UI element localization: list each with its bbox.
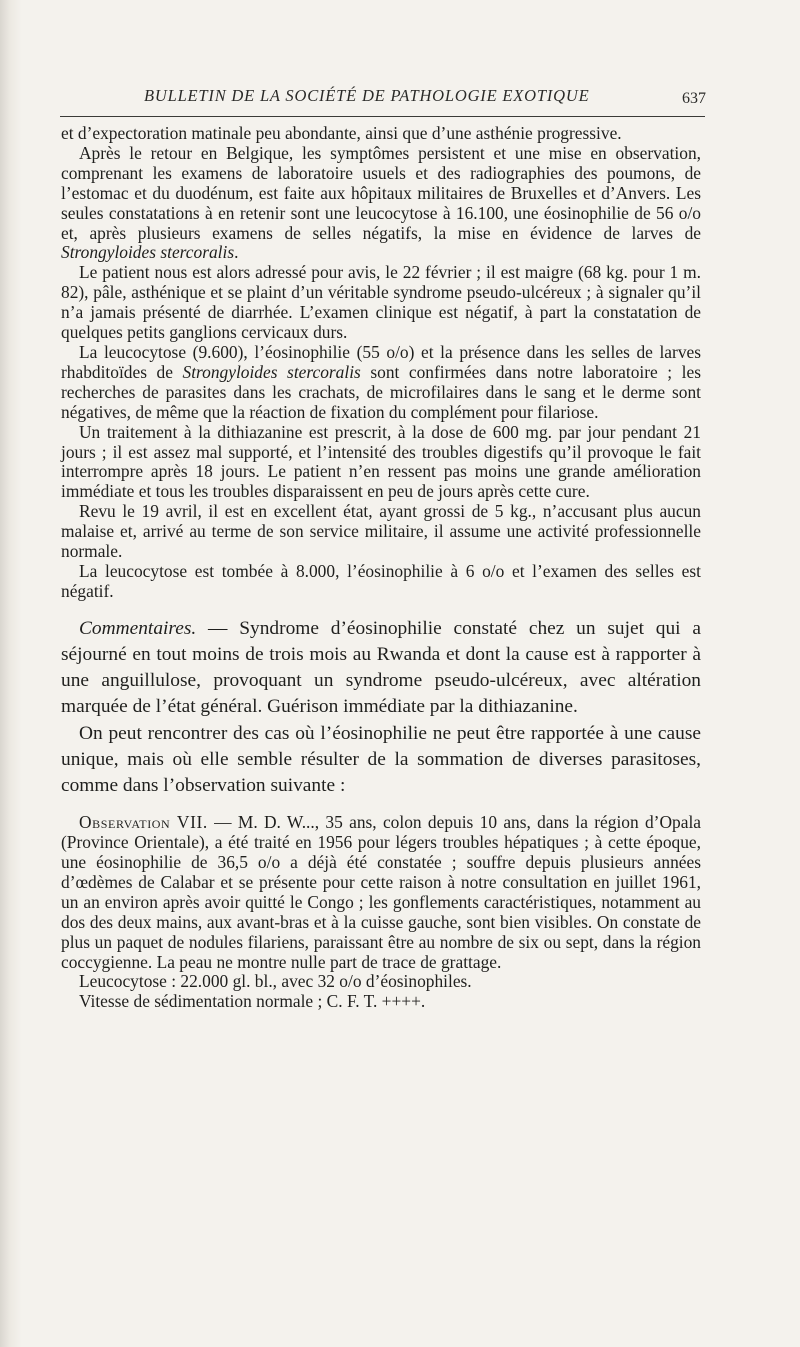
page-number: 637 [682, 90, 706, 107]
observation-heading: Observation VII. [79, 812, 208, 833]
paragraph-2 [61, 144, 701, 263]
paragraph-2-text: Après le retour en Belgique, les symptômes persistent et une mise en observation, comprenant les examens de laboratoire usuels et des radiographies des poumons, de l’estomac et du duodénum, est faite aux hôpitaux militaires de Bruxelles et d’Anvers. Les seules constatations à en retenir sont une leucocytose à 16.100, une éosinophilie de 56 o/o et, après plusieurs examens de selles négatifs, la mise en évidence de larves de [61, 142, 701, 243]
species-name: Strongyloides stercoralis [61, 242, 235, 263]
paragraph-6: Revu le 19 avril, il est en excellent état, ayant grossi de 5 kg., n’accusant plus aucun malaise et, arrivé au terme de son service militaire, il assume une activité professionnelle normale. [61, 501, 701, 562]
article-body [61, 124, 701, 1012]
journal-title: BULLETIN DE LA SOCIÉTÉ DE PATHOLOGIE EXOTIQUE [144, 86, 590, 105]
spacer [61, 799, 701, 813]
paragraph-7: La leucocytose est tombée à 8.000, l’éosinophilie à 6 o/o et l’examen des selles est négatif. [61, 560, 701, 601]
sedimentation-line: Vitesse de sédimentation normale ; C. F. T. ++++. [79, 991, 426, 1012]
paragraph-4 [61, 343, 701, 423]
transition-paragraph: On peut rencontrer des cas où l’éosinophilie ne peut être rapportée à une cause unique, mais où elle semble résulter de la sommation de diverses parasitoses, comme dans l’observation suivante : [61, 722, 701, 796]
paragraph-5: Un traitement à la dithiazanine est prescrit, à la dose de 600 mg. par jour pendant 21 jours ; il est assez mal supporté, et l’intensité des troubles digestifs qu’il provoque le fait interrompre après 18 jours. Le patient n’en ressent pas moins une grande amélioration immédiate et tous les troubles disparaissent en peu de jours après cette cure. [61, 421, 701, 502]
header-rule [60, 116, 705, 117]
species-name: Strongyloides stercoralis [182, 361, 361, 382]
observation-paragraph [61, 813, 701, 972]
paragraph-4-end: sont confirmées dans notre laboratoire ; les recherches de parasites dans les crachats, de microfilaires dans le sang et le derme sont négatives, de même que la réaction de fixation du complément pour filariose. [61, 361, 701, 422]
leucocytosis-line: Leucocytose : 22.000 gl. bl., avec 32 o/o d’éosinophiles. [79, 971, 472, 992]
spacer [61, 602, 701, 616]
observation-text: — M. D. W..., 35 ans, colon depuis 10 ans, dans la région d’Opala (Province Orientale), a été traité en 1956 pour légers troubles hépatiques ; à cette époque, une éosinophilie de 36,5 o/o a déjà été constatée ; souffre depuis plusieurs années d’œdèmes de Calabar et se présente pour cette raison à notre consultation en juillet 1961, un an environ après avoir quitté le Congo ; les gonflements caractéristiques, notamment au dos des deux mains, aux avant-bras et à la cuisse gauche, sont bien visibles. On constate de plus un paquet de nodules filariens, paraissant être au nombre de six ou sept, dans la région coccygienne. La peau ne montre nulle part de trace de grattage. [61, 812, 701, 972]
paragraph-3: Le patient nous est alors adressé pour avis, le 22 février ; il est maigre (68 kg. pour 1 m. 82), pâle, asthénique et se plaint d’un véritable syndrome pseudo-ulcéreux ; à signaler qu’il n’a jamais présenté de diarrhée. L’examen clinique est négatif, à part la constatation de quelques petits ganglions cervicaux durs. [61, 262, 701, 343]
paragraph-4-text: La leucocytose (9.600), l’éosinophilie (55 o/o) et la présence dans les selles de larves rhabditoïdes de [61, 341, 701, 382]
paragraph-2-end: . [234, 242, 239, 263]
paragraph-1: et d’expectoration matinale peu abondante, ainsi que d’une asthénie progressive. [61, 123, 622, 143]
commentary-heading: Commentaires. [79, 617, 197, 639]
commentary-paragraph [61, 616, 701, 721]
commentary-text: — Syndrome d’éosinophilie constaté chez un sujet qui a séjourné en tout moins de trois mois au Rwanda et dont la cause est à rapporter à une anguillulose, provoquant un syndrome pseudo-ulcéreux, avec altération marquée de l’état général. Guérison immédiate par la dithiazanine. [61, 617, 701, 718]
